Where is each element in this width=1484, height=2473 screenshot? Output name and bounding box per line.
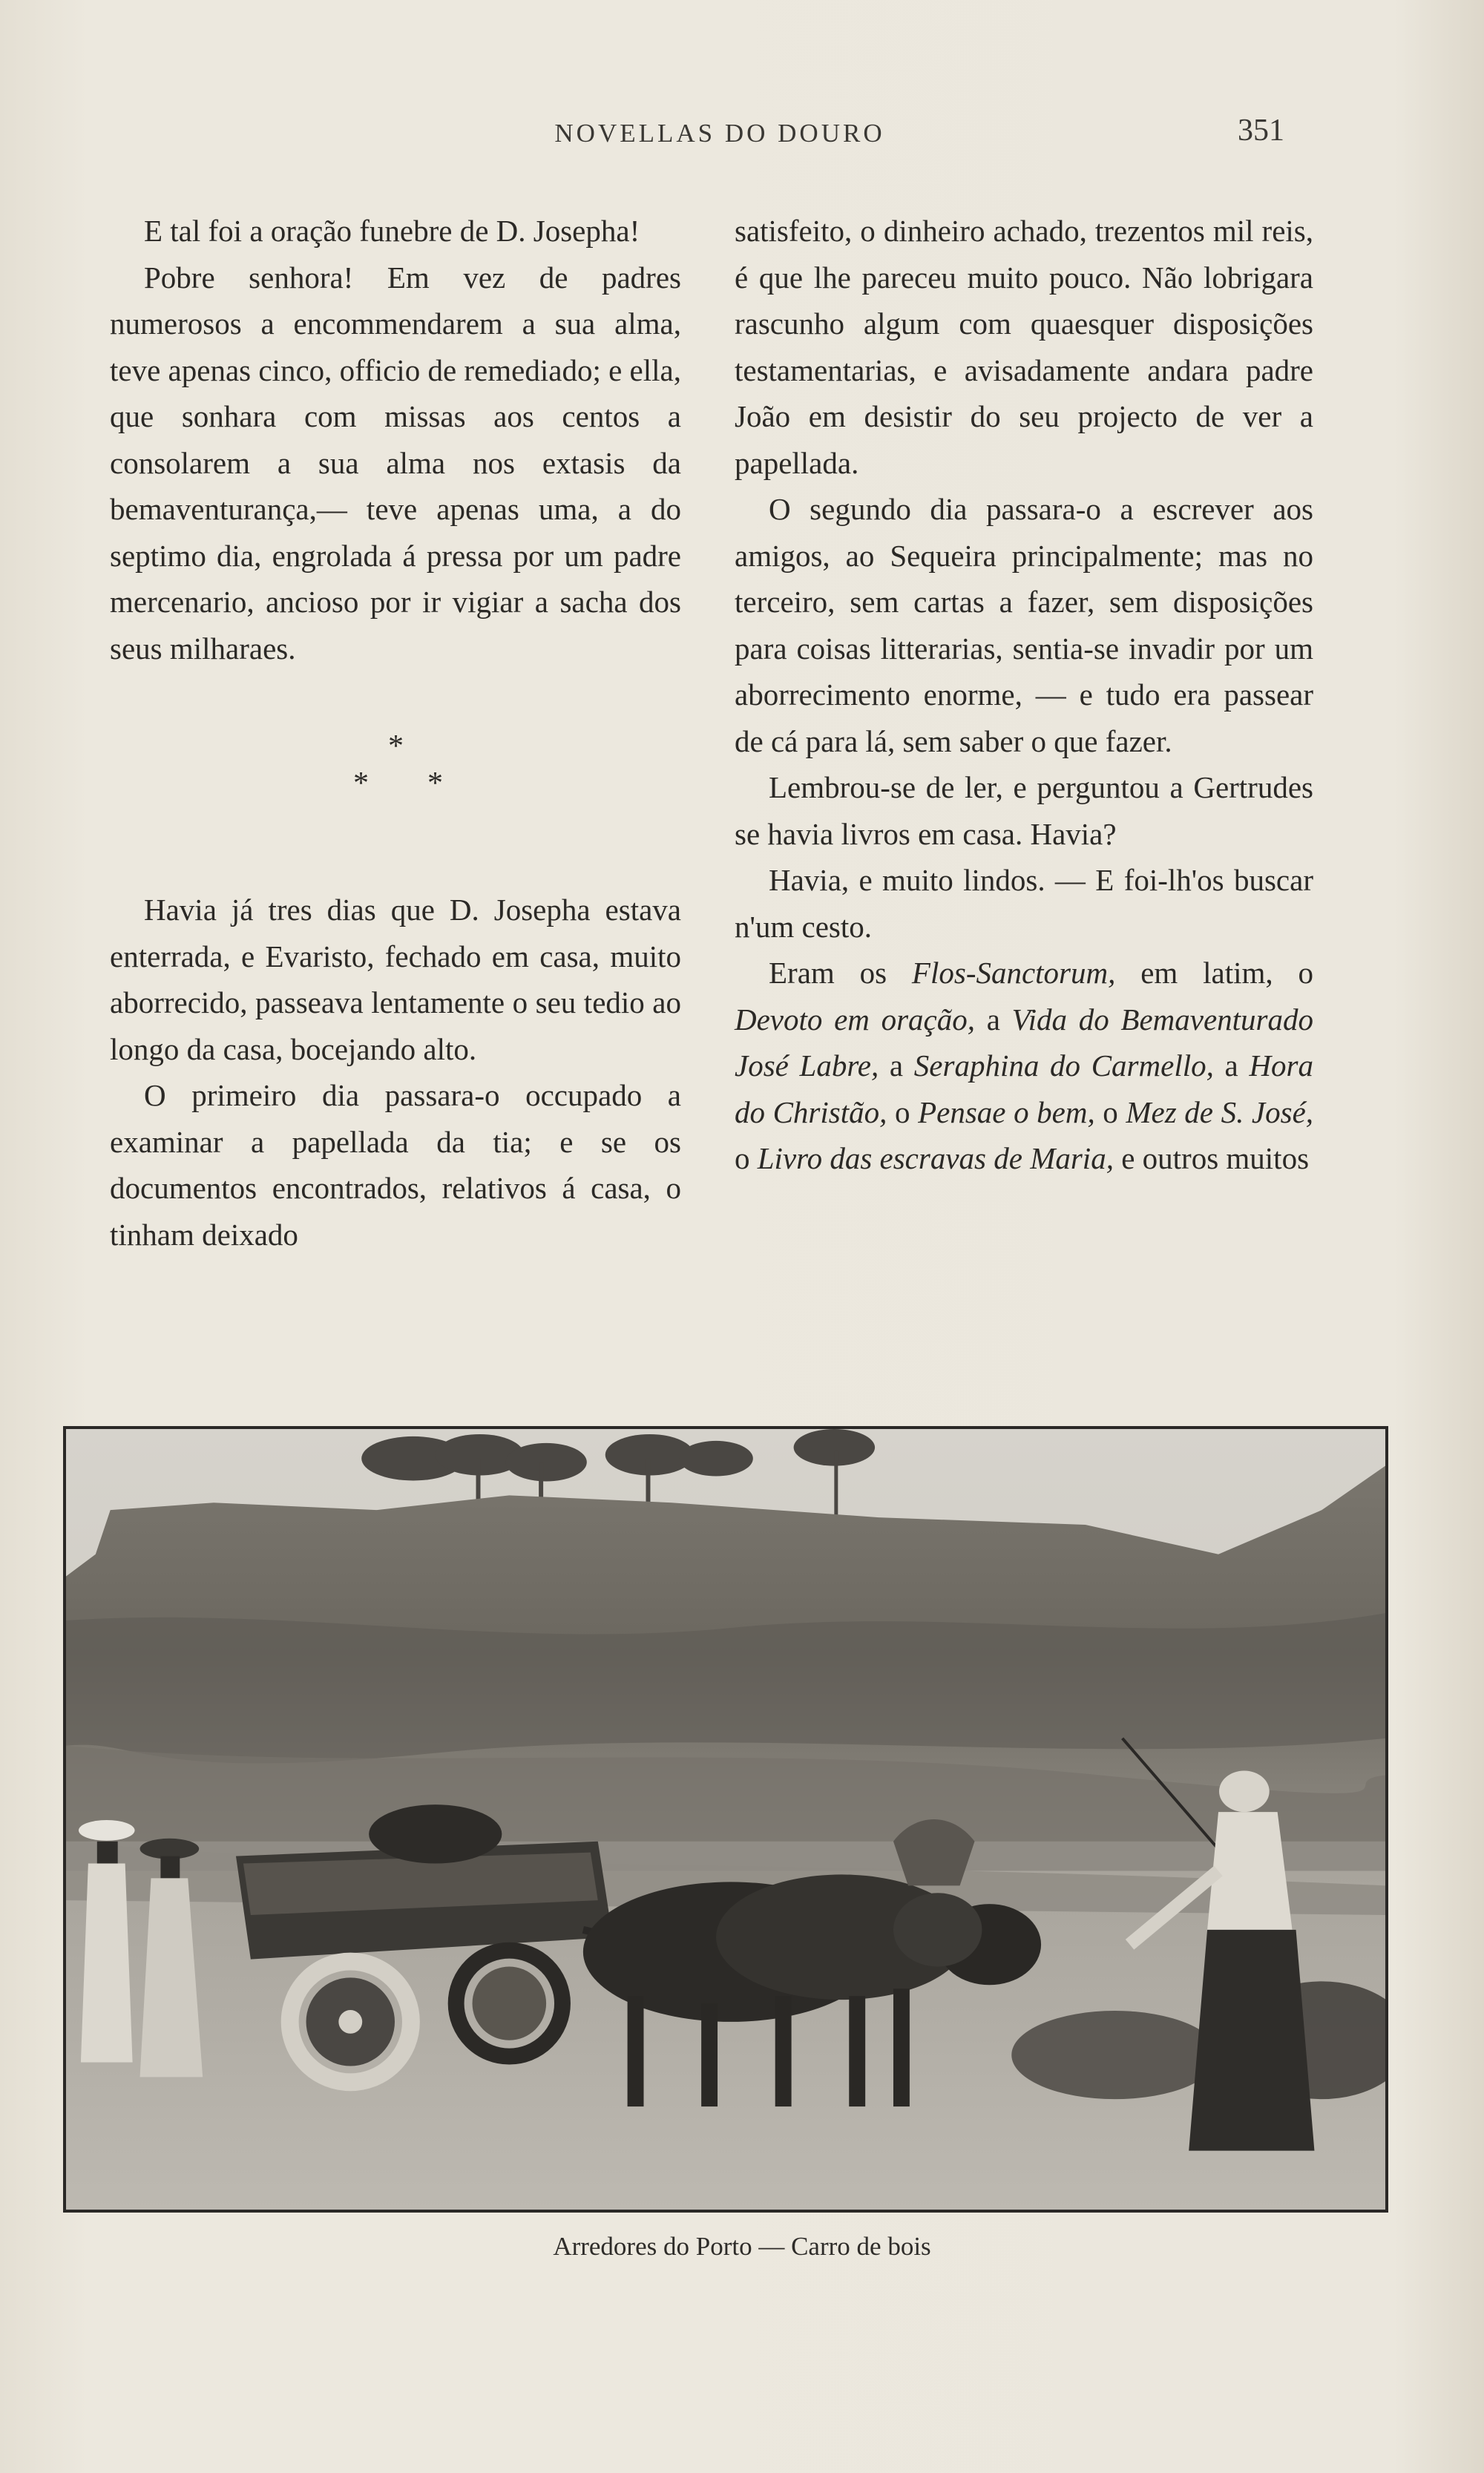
photograph-illustration [66, 1429, 1385, 2210]
text-run: e outros muitos [1113, 1141, 1310, 1175]
paragraph: satisfeito, o dinheiro achado, trezentos mil reis, é que lhe pareceu muito pouco. Não lobrigara rascunho algum com quaesquer disposições testamentarias, e avisadamente andara padre João em desistir do seu projecto de ver a papellada. [735, 214, 1313, 480]
ox-cart-photograph [63, 1426, 1388, 2213]
paragraph: O segundo dia passara-o a escrever aos amigos, ao Sequeira principalmente; mas no terceiro, sem cartas a fazer, sem disposições para coisas litterarias, sentia-se invadir por um aborrecimento enorme, — e tudo era passear de cá para lá, sem saber o que fazer. [735, 492, 1313, 758]
paragraph: O primeiro dia passara-o occupado a examinar a papellada da tia; e se os documentos encontrados, relativos á casa, o tinham deixado [110, 1078, 681, 1252]
paragraph: Havia já tres dias que D. Josepha estava enterrada, e Evaristo, fechado em casa, muito aborrecido, passeava lentamente o seu tedio ao longo da casa, bocejando alto. [110, 893, 681, 1066]
text-run: a [975, 1002, 1012, 1037]
book-title: Hora do Christão, [735, 1048, 1314, 1129]
text-run: Eram os [769, 956, 912, 990]
book-title: Seraphina do Carmello, [913, 1048, 1214, 1083]
section-break-asterism [110, 723, 681, 842]
book-title: Livro das escravas de Maria, [757, 1141, 1114, 1175]
paragraph: E tal foi a oração funebre de D. Josepha! [144, 214, 640, 248]
figure-caption: Arredores do Porto — Carro de bois [553, 2232, 931, 2261]
text-run: o [735, 1141, 758, 1175]
asterisk: * [427, 766, 443, 801]
text-run: em latim, o [1115, 956, 1313, 990]
book-title: Mez de S. José, [1126, 1094, 1314, 1129]
paragraph: Lembrou-se de ler, e perguntou a Gertrudes se havia livros em casa. Havia? [735, 770, 1313, 851]
asterisk: * [388, 729, 404, 763]
book-title: Pensae o bem, [918, 1094, 1095, 1129]
book-title: Flos-Sanctorum, [911, 956, 1116, 990]
text-run: a [879, 1048, 914, 1083]
paragraph [735, 950, 1313, 1182]
paragraph: Havia, e muito lindos. — E foi-lh'os buscar n'um cesto. [735, 863, 1313, 944]
paragraph: Pobre senhora! Em vez de padres numerosos a encommendarem a sua alma, teve apenas cinco, officio de remediado; e ella, que sonhara com missas aos centos a consolarem a sua alma nos extasis da bemaventurança,— teve apenas uma, a do septimo dia, engrolada á pressa por um padre mercenario, ancioso por ir vigiar a sacha dos seus milharaes. [110, 260, 681, 666]
text-run: a [1213, 1048, 1250, 1083]
page-number: 351 [1238, 114, 1284, 148]
book-title: Devoto em oração, [735, 1002, 976, 1037]
asterisk: * [353, 766, 369, 801]
left-column [110, 208, 681, 1258]
text-run: o [1094, 1094, 1126, 1129]
running-title: NOVELLAS DO DOURO [554, 119, 885, 148]
book-title: Vida do Bemaventurado José Labre, [735, 1002, 1313, 1083]
right-column [735, 208, 1313, 1182]
text-run: o [887, 1094, 919, 1129]
